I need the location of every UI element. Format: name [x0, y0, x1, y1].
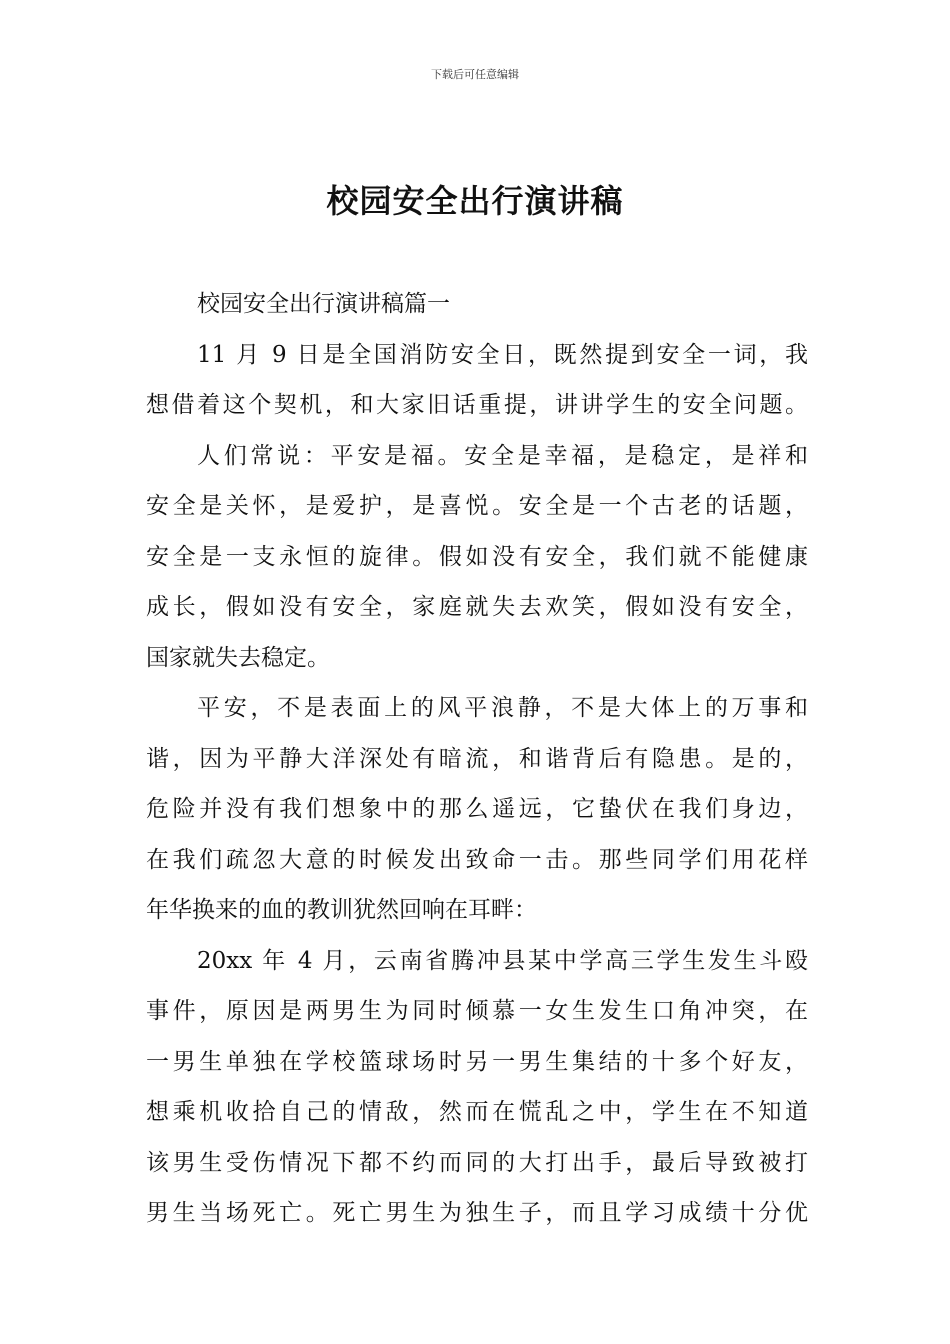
text-line: 11 月 9 日是全国消防安全日，既然提到安全一词，我 — [197, 341, 808, 368]
text-line: 危险并没有我们想象中的那么遥远，它蛰伏在我们身边， — [146, 796, 808, 822]
text-line: 人们常说：平安是福。安全是幸福，是稳定，是祥和 — [197, 442, 808, 469]
text-line: 年华换来的血的教训犹然回响在耳畔： — [146, 897, 537, 923]
text-line: 想乘机收拾自己的情敌，然而在慌乱之中，学生在不知道 — [146, 1099, 808, 1125]
text-line: 平安，不是表面上的风平浪静，不是大体上的万事和 — [197, 695, 808, 721]
text-line: 安全是一支永恒的旋律。假如没有安全，我们就不能健康 — [146, 543, 808, 570]
text-line: 20xx 年 4 月，云南省腾冲县某中学高三学生发生斗殴 — [197, 947, 808, 974]
text-line: 成长，假如没有安全，家庭就失去欢笑，假如没有安全， — [146, 594, 808, 620]
document-body — [146, 279, 808, 1239]
text-line: 安全是关怀，是爱护，是喜悦。安全是一个古老的话题， — [146, 493, 808, 519]
text-line: 想借着这个契机，和大家旧话重提，讲讲学生的安全问题。 — [146, 392, 808, 418]
document-title: 校园安全出行演讲稿 — [326, 182, 624, 220]
text-line: 在我们疏忽大意的时候发出致命一击。那些同学们用花样 — [146, 846, 808, 873]
text-line: 国家就失去稳定。 — [146, 644, 330, 671]
text-line: 事件，原因是两男生为同时倾慕一女生发生口角冲突，在 — [146, 998, 808, 1024]
header-note: 下载后可任意编辑 — [431, 68, 519, 81]
text-line: 谐，因为平静大洋深处有暗流，和谐背后有隐患。是的， — [146, 745, 808, 772]
text-line: 一男生单独在学校篮球场时另一男生集结的十多个好友， — [146, 1048, 808, 1075]
text-line: 该男生受伤情况下都不约而同的大打出手，最后导致被打 — [146, 1149, 808, 1176]
section-heading: 校园安全出行演讲稿篇一 — [197, 291, 450, 317]
text-line: 男生当场死亡。死亡男生为独生子，而且学习成绩十分优 — [146, 1200, 808, 1226]
